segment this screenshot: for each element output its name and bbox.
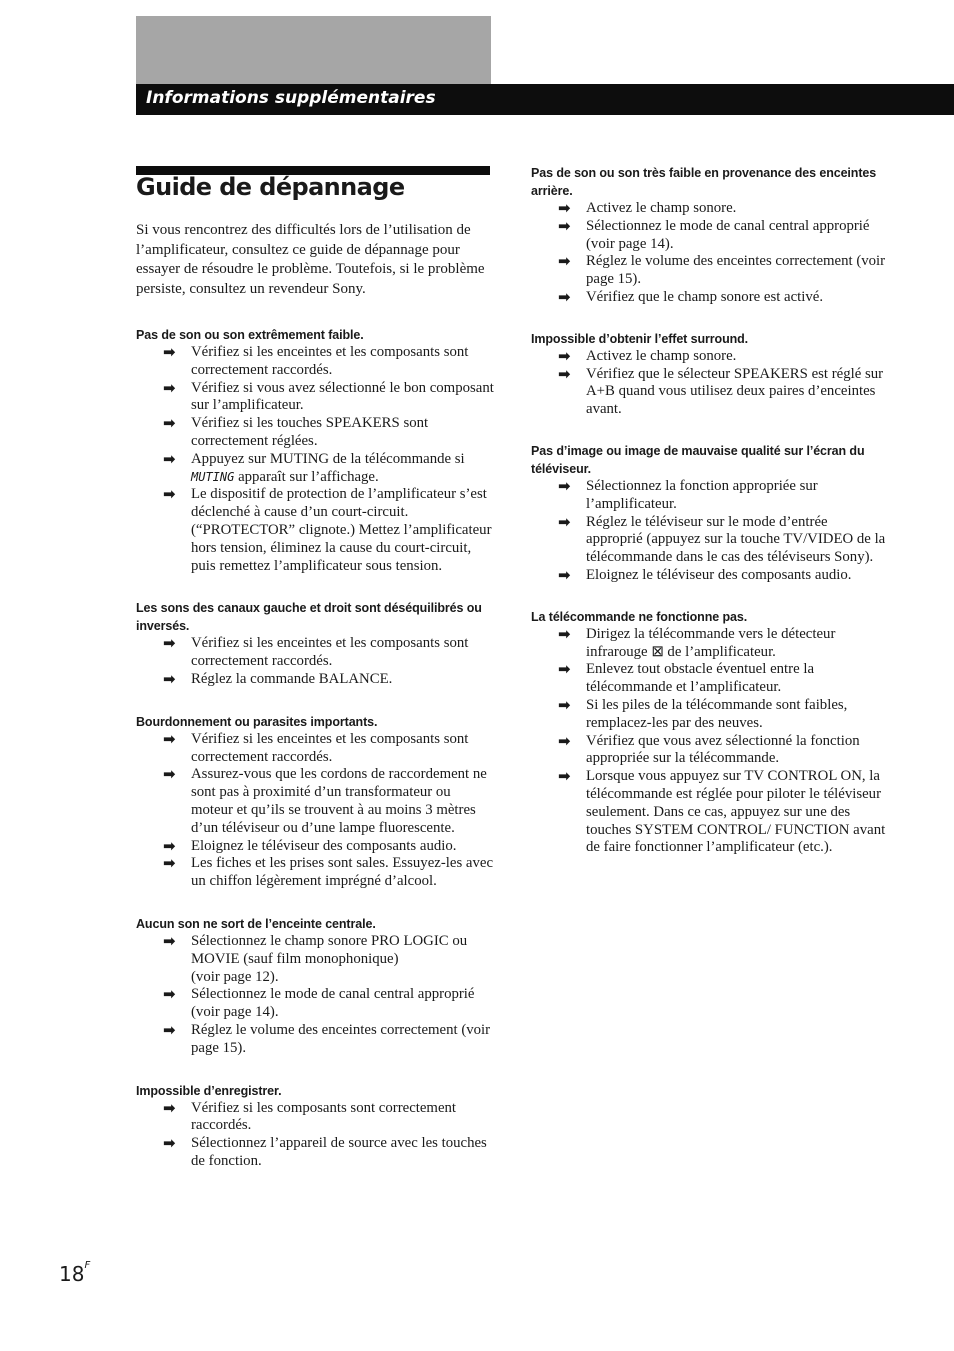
arrow-right-icon: ➡ [163,485,176,504]
list-item: ➡ Activez le champ sonore. [558,346,737,365]
arrow-right-icon: ➡ [163,449,176,468]
arrow-right-icon: ➡ [558,624,571,643]
list-item: ➡ Activez le champ sonore. [558,199,737,217]
list-item: ➡ Réglez le téléviseur sur le mode d’entrée approprié (appuyez sur la touche TV/VIDEO de la télécommande dans le cas des téléviseurs Sony). [558,512,886,566]
arrow-right-icon: ➡ [558,346,571,365]
section-no-sound [136,326,496,575]
muting-display-text: MUTING [191,469,235,484]
arrow-right-icon: ➡ [163,931,176,950]
list-item: ➡ Sélectionnez l’appareil de source avec les touches de fonction. [163,1134,487,1169]
list-item: ➡ Dirigez la télécommande vers le détecteur infrarouge ⊠ de l’amplificateur. [558,624,836,660]
arrow-right-icon: ➡ [163,1098,176,1117]
section-remote-control [531,608,887,857]
arrow-right-icon: ➡ [558,476,571,495]
arrow-right-icon: ➡ [558,216,571,235]
arrow-right-icon: ➡ [558,287,571,306]
arrow-right-icon: ➡ [163,836,176,855]
list-item: ➡ Enlevez tout obstacle éventuel entre la télécommande et l’amplificateur. [558,660,815,696]
section-banner [136,84,954,115]
right-column [531,164,887,880]
list-item: ➡ Vérifiez que vous avez sélectionné la fonction appropriée sur la télécommande. [558,731,860,767]
left-column [136,326,496,1195]
arrow-right-icon: ➡ [163,343,176,361]
section-surround-effect [531,330,887,419]
section-heading: La télécommande ne fonctionne pas. [531,609,748,624]
arrow-right-icon: ➡ [163,729,176,748]
arrow-right-icon: ➡ [163,634,176,653]
arrow-right-icon: ➡ [163,1020,176,1039]
section-heading: Pas de son ou son extrêmement faible. [136,328,364,342]
section-heading: Impossible d’enregistrer. [136,1083,282,1098]
list-item: ➡ Vérifiez si les composants sont correctement raccordés. [163,1098,457,1134]
list-item: ➡ Sélectionnez le mode de canal central approprié (voir page 14). [558,216,870,252]
arrow-right-icon: ➡ [558,695,571,714]
section-center-speaker [136,915,496,1058]
list-item: ➡ Vérifiez si les enceintes et les composants sont correctement raccordés. [163,343,469,378]
arrow-right-icon: ➡ [558,512,571,531]
section-cannot-record [136,1082,496,1171]
section-heading: Pas de son ou son très faible en provenance des enceintes arrière. [531,166,877,198]
arrow-right-icon: ➡ [163,985,176,1004]
arrow-right-icon: ➡ [558,252,571,271]
list-item: ➡ Le dispositif de protection de l’amplificateur s’est déclenché à cause d’un court-circuit. (“PROTECTOR” clignote.) Mettez l’amplificateur hors tension, éliminez la cause du court-circuit, puis remettez l’amplificateur sous tension. [163,485,492,574]
section-heading: Impossible d’obtenir l’effet surround. [531,331,749,346]
section-heading: Bourdonnement ou parasites importants. [136,714,378,729]
arrow-right-icon: ➡ [163,414,176,433]
arrow-right-icon: ➡ [558,731,571,750]
section-tv-image [531,442,887,585]
list-item: ➡ Réglez le volume des enceintes correctement (voir page 15). [558,252,886,288]
arrow-right-icon: ➡ [163,765,176,784]
list-item: ➡ Vérifiez que le champ sonore est activé. [558,287,824,306]
list-item: ➡ Sélectionnez la fonction appropriée sur l’amplificateur. [558,476,818,512]
section-heading: Pas d’image ou image de mauvaise qualité sur l’écran du téléviseur. [531,443,865,476]
arrow-right-icon: ➡ [558,364,571,383]
list-item: ➡ Réglez la commande BALANCE. [163,669,393,688]
list-item: ➡ Réglez le volume des enceintes correctement (voir page 15). [163,1020,491,1056]
section-heading: Aucun son ne sort de l’enceinte centrale. [136,916,376,931]
list-item: ➡ Eloignez le téléviseur des composants audio. [558,565,852,584]
arrow-right-icon: ➡ [558,767,571,786]
arrow-right-icon: ➡ [558,660,571,679]
section-heading: Les sons des canaux gauche et droit sont déséquilibrés ou inversés. [136,601,482,634]
section-channel-imbalance [136,599,496,688]
list-item: ➡ Appuyez sur MUTING de la télécommande si MUTING apparaît sur l’affichage. [163,449,465,485]
list-item: ➡ Vérifiez si les enceintes et les composants sont correctement raccordés. [163,729,469,765]
page-title: Guide de dépannage [136,173,405,201]
list-item: ➡ Si les piles de la télécommande sont faibles, remplacez-les par des neuves. [558,695,848,731]
arrow-right-icon: ➡ [163,378,176,397]
arrow-right-icon: ➡ [163,669,176,688]
section-rear-speakers [531,164,887,307]
page-number: $18^F$ [59,1260,91,1286]
arrow-right-icon: ➡ [163,1134,176,1153]
arrow-right-icon: ➡ [163,854,176,873]
section-hum-noise [136,713,496,891]
list-item: ➡ Assurez-vous que les cordons de raccordement ne sont pas à proximité d’un transformateur ou moteur et qu’ils se trouvent à au moins 3 mètres d’un téléviseur ou d’une lampe fluorescente. [163,765,487,836]
list-item: ➡ Vérifiez si les touches SPEAKERS sont correctement réglées. [163,414,429,449]
section-title: Informations supplémentaires [146,88,436,108]
list-item: ➡ Lorsque vous appuyez sur TV CONTROL ON, la télécommande est réglée pour piloter le téléviseur seulement. Dans ce cas, appuyez sur une des touches SYSTEM CONTROL/ FUNCTION avant de faire fonctionner l’amplificateur (etc.). [558,767,886,856]
header-gray-tab [136,16,491,84]
list-item: ➡ Vérifiez que le sélecteur SPEAKERS est réglé sur A+B quand vous utilisez deux paires d’enceintes avant. [558,364,884,418]
arrow-right-icon: ➡ [558,199,571,217]
list-item: ➡ Sélectionnez le mode de canal central approprié (voir page 14). [163,985,475,1021]
list-item: ➡ Eloignez le téléviseur des composants audio. [163,836,457,855]
arrow-right-icon: ➡ [558,565,571,584]
list-item: ➡ Sélectionnez le champ sonore PRO LOGIC ou MOVIE (sauf film monophonique) (voir page 12). [163,931,468,985]
list-item: ➡ Vérifiez si les enceintes et les composants sont correctement raccordés. [163,634,469,670]
intro-paragraph: Si vous rencontrez des difficultés lors de l’utilisation de l’amplificateur, consultez ce guide de dépannage pour essayer de résoudre le problème. Toutefois, si le problème persiste, consultez un revendeur Sony. [136,222,485,297]
list-item: ➡ Vérifiez si vous avez sélectionné le bon composant sur l’amplificateur. [163,378,494,414]
list-item: ➡ Les fiches et les prises sont sales. Essuyez-les avec un chiffon légèrement imprégné d’alcool. [163,854,494,890]
